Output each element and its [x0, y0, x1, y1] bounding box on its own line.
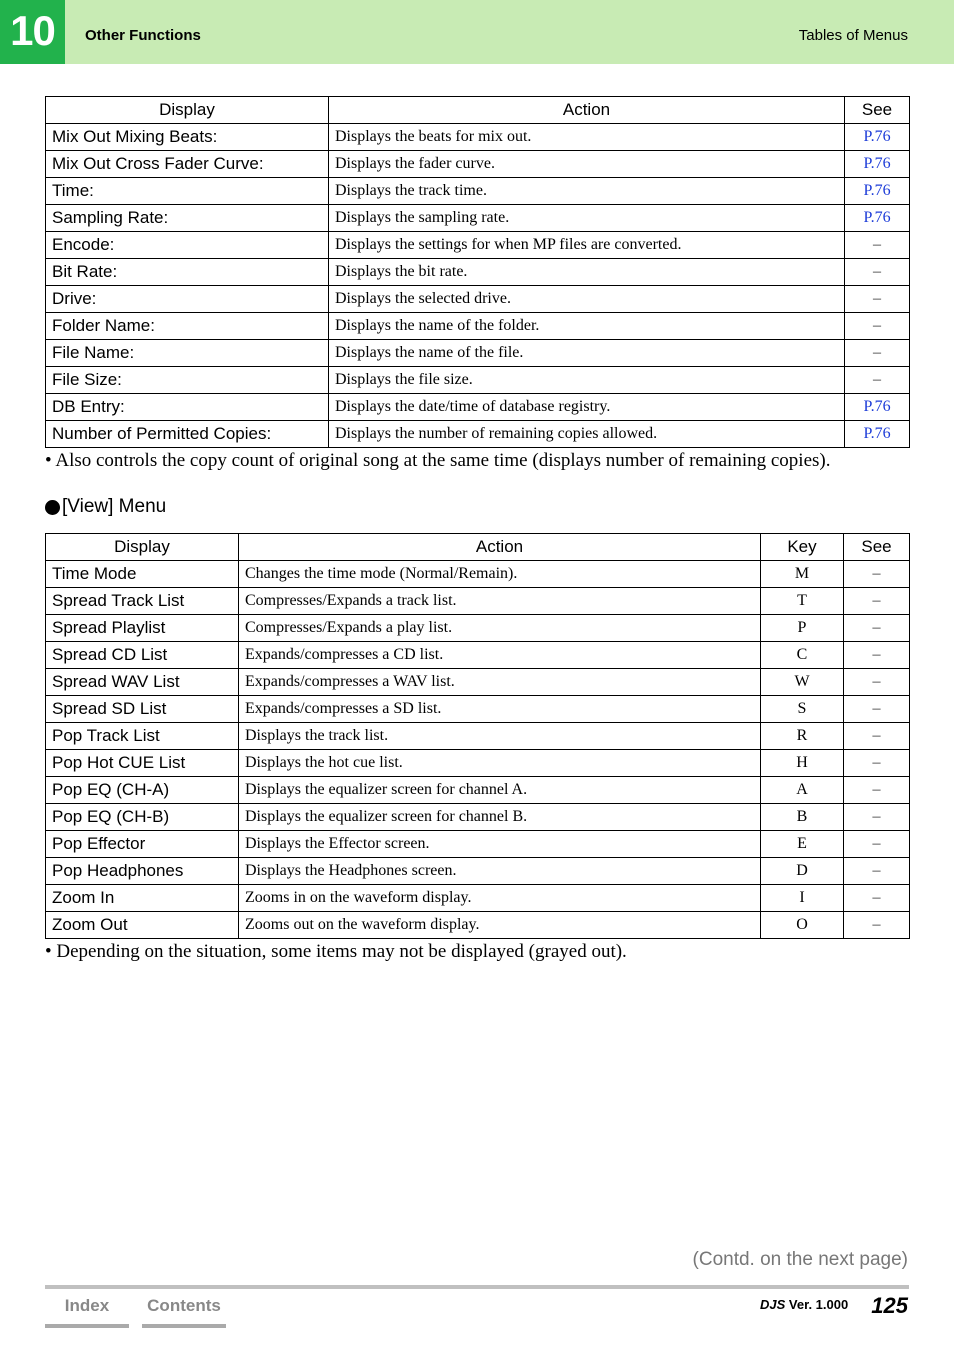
column-header-key: Key: [761, 534, 844, 561]
key-cell: T: [761, 588, 844, 615]
display-cell: Spread WAV List: [46, 669, 239, 696]
display-cell: Encode:: [46, 232, 329, 259]
key-cell: C: [761, 642, 844, 669]
table-row: [46, 151, 910, 178]
table-row: [46, 561, 910, 588]
display-cell: Mix Out Cross Fader Curve:: [46, 151, 329, 178]
key-cell: P: [761, 615, 844, 642]
see-cell: –: [844, 642, 910, 669]
table-row: [46, 286, 910, 313]
see-cell: –: [844, 561, 910, 588]
action-cell: Displays the name of the file.: [329, 340, 845, 367]
display-cell: File Size:: [46, 367, 329, 394]
display-cell: Zoom In: [46, 885, 239, 912]
see-cell: –: [844, 777, 910, 804]
version-label: [760, 1297, 848, 1312]
see-cell: –: [845, 286, 910, 313]
action-cell: Zooms out on the waveform display.: [239, 912, 761, 939]
display-cell: Spread Track List: [46, 588, 239, 615]
see-cell: –: [844, 723, 910, 750]
display-cell: Time:: [46, 178, 329, 205]
column-header-action: Action: [329, 97, 845, 124]
display-cell: DB Entry:: [46, 394, 329, 421]
action-cell: Displays the track list.: [239, 723, 761, 750]
action-cell: Zooms in on the waveform display.: [239, 885, 761, 912]
table-row: [46, 421, 910, 448]
table-row: [46, 124, 910, 151]
table-row: [46, 588, 910, 615]
see-cell: –: [845, 259, 910, 286]
action-cell: Displays the hot cue list.: [239, 750, 761, 777]
see-page-link[interactable]: P.76: [845, 394, 910, 421]
table-row: [46, 669, 910, 696]
table-row: [46, 394, 910, 421]
table-row: [46, 232, 910, 259]
action-cell: Expands/compresses a CD list.: [239, 642, 761, 669]
key-cell: H: [761, 750, 844, 777]
contents-button[interactable]: Contents: [142, 1294, 226, 1328]
copy-count-note: • Also controls the copy count of original song at the same time (displays number of remaining copies).: [45, 450, 831, 471]
table-header-row: [46, 534, 910, 561]
table-row: [46, 340, 910, 367]
see-cell: –: [844, 696, 910, 723]
column-header-display: Display: [46, 97, 329, 124]
key-cell: O: [761, 912, 844, 939]
column-header-see: See: [845, 97, 910, 124]
see-cell: –: [844, 615, 910, 642]
table-row: [46, 804, 910, 831]
page-number: 125: [871, 1293, 908, 1318]
display-cell: Spread SD List: [46, 696, 239, 723]
section-title: Other Functions: [85, 27, 201, 44]
view-menu-heading: [45, 496, 166, 518]
see-cell: –: [845, 367, 910, 394]
table-row: [46, 885, 910, 912]
display-cell: File Name:: [46, 340, 329, 367]
table-row: [46, 367, 910, 394]
key-cell: W: [761, 669, 844, 696]
table-row: [46, 178, 910, 205]
see-cell: –: [845, 340, 910, 367]
column-header-display: Display: [46, 534, 239, 561]
action-cell: Displays the Effector screen.: [239, 831, 761, 858]
table-row: [46, 723, 910, 750]
action-cell: Changes the time mode (Normal/Remain).: [239, 561, 761, 588]
page-topic-title: Tables of Menus: [798, 27, 908, 44]
key-cell: D: [761, 858, 844, 885]
action-cell: Displays the selected drive.: [329, 286, 845, 313]
see-cell: –: [844, 912, 910, 939]
table-row: [46, 696, 910, 723]
action-cell: Compresses/Expands a play list.: [239, 615, 761, 642]
footer-divider: [45, 1285, 909, 1289]
display-cell: Pop Track List: [46, 723, 239, 750]
display-cell: Spread Playlist: [46, 615, 239, 642]
table-row: [46, 313, 910, 340]
column-header-see: See: [844, 534, 910, 561]
display-cell: Mix Out Mixing Beats:: [46, 124, 329, 151]
key-cell: A: [761, 777, 844, 804]
grayed-out-note: • Depending on the situation, some items may not be displayed (grayed out).: [45, 941, 627, 962]
action-cell: Displays the equalizer screen for channel A.: [239, 777, 761, 804]
see-cell: –: [844, 885, 910, 912]
table-header-row: [46, 97, 910, 124]
see-page-link[interactable]: P.76: [845, 151, 910, 178]
table-row: [46, 750, 910, 777]
display-cell: Pop EQ (CH-A): [46, 777, 239, 804]
table-row: [46, 858, 910, 885]
view-menu-table: [45, 533, 910, 939]
key-cell: M: [761, 561, 844, 588]
key-cell: R: [761, 723, 844, 750]
display-cell: Time Mode: [46, 561, 239, 588]
action-cell: Displays the equalizer screen for channel B.: [239, 804, 761, 831]
action-cell: Displays the settings for when MP files are converted.: [329, 232, 845, 259]
display-menu-table: [45, 96, 910, 448]
action-cell: Displays the name of the folder.: [329, 313, 845, 340]
see-page-link[interactable]: P.76: [845, 205, 910, 232]
action-cell: Displays the sampling rate.: [329, 205, 845, 232]
key-cell: B: [761, 804, 844, 831]
chapter-number: 10: [0, 0, 65, 64]
display-cell: Pop Headphones: [46, 858, 239, 885]
display-cell: Pop Effector: [46, 831, 239, 858]
page-header: [0, 0, 954, 64]
see-cell: –: [845, 313, 910, 340]
action-cell: Expands/compresses a WAV list.: [239, 669, 761, 696]
display-cell: Pop EQ (CH-B): [46, 804, 239, 831]
display-cell: Zoom Out: [46, 912, 239, 939]
table-row: [46, 912, 910, 939]
display-cell: Drive:: [46, 286, 329, 313]
table-row: [46, 642, 910, 669]
bullet-icon: [45, 500, 60, 515]
see-page-link[interactable]: P.76: [845, 124, 910, 151]
action-cell: Compresses/Expands a track list.: [239, 588, 761, 615]
action-cell: Displays the beats for mix out.: [329, 124, 845, 151]
see-page-link[interactable]: P.76: [845, 421, 910, 448]
display-cell: Folder Name:: [46, 313, 329, 340]
action-cell: Expands/compresses a SD list.: [239, 696, 761, 723]
table-row: [46, 205, 910, 232]
key-cell: S: [761, 696, 844, 723]
action-cell: Displays the Headphones screen.: [239, 858, 761, 885]
key-cell: I: [761, 885, 844, 912]
view-menu-heading-text: [View] Menu: [62, 496, 167, 517]
display-cell: Bit Rate:: [46, 259, 329, 286]
see-cell: –: [844, 831, 910, 858]
table-row: [46, 615, 910, 642]
continued-note: (Contd. on the next page): [692, 1249, 908, 1270]
table-row: [46, 777, 910, 804]
display-cell: Spread CD List: [46, 642, 239, 669]
see-cell: –: [844, 669, 910, 696]
product-name: DJS: [760, 1297, 786, 1312]
action-cell: Displays the track time.: [329, 178, 845, 205]
see-cell: –: [844, 858, 910, 885]
action-cell: Displays the number of remaining copies allowed.: [329, 421, 845, 448]
table-row: [46, 831, 910, 858]
see-cell: –: [844, 804, 910, 831]
display-cell: Sampling Rate:: [46, 205, 329, 232]
column-header-action: Action: [239, 534, 761, 561]
index-button[interactable]: Index: [45, 1294, 129, 1328]
display-cell: Pop Hot CUE List: [46, 750, 239, 777]
display-cell: Number of Permitted Copies:: [46, 421, 329, 448]
version-text: Ver. 1.000: [788, 1297, 849, 1312]
action-cell: Displays the file size.: [329, 367, 845, 394]
table-row: [46, 259, 910, 286]
see-cell: –: [845, 232, 910, 259]
see-cell: –: [844, 750, 910, 777]
action-cell: Displays the date/time of database registry.: [329, 394, 845, 421]
action-cell: Displays the bit rate.: [329, 259, 845, 286]
see-page-link[interactable]: P.76: [845, 178, 910, 205]
see-cell: –: [844, 588, 910, 615]
action-cell: Displays the fader curve.: [329, 151, 845, 178]
key-cell: E: [761, 831, 844, 858]
